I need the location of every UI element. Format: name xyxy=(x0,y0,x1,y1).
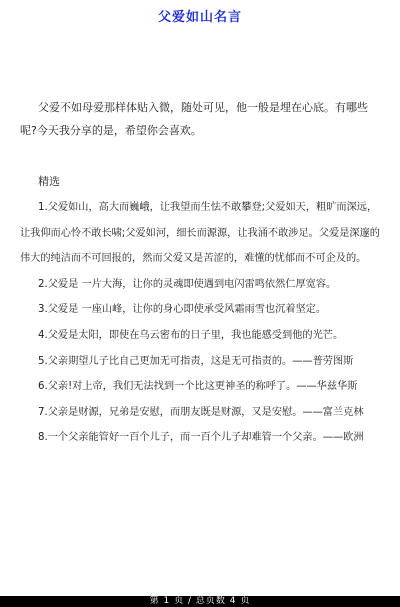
quote-item-6: 6.父亲!对上帝，我们无法找到一个比这更神圣的称呼了。——华兹华斯 xyxy=(38,381,358,393)
quote-item-2: 2.父爱是 一片大海，让你的灵魂即使遇到电闪雷鸣依然仁厚宽容。 xyxy=(38,278,337,290)
intro-paragraph: 父爱不如母爱那样体贴入微，随处可见，他一般是埋在心底。有哪些呢?今天我分享的是，希望你会喜欢。 xyxy=(20,101,368,137)
quote-item-1: 1.父爱如山，高大而巍峨，让我望而生怯不敢攀登;父爱如天，粗旷而深远，让我仰而心怜不敢长啸;父爱如河，细长而源源，让我涌不敢涉足。父爱是深邃的伟大的纯洁而不可回报的，然而父爱又是苦涩的，难懂的忧郁而不可企及的。 xyxy=(20,202,380,265)
document-title: 父爱如山名言 xyxy=(157,10,242,25)
quote-item-5: 5.父亲期望儿子比自己更加无可指责，这是无可指责的。——普劳图斯 xyxy=(38,355,354,367)
quote-list xyxy=(20,195,382,451)
quote-item-7: 7.父亲是财源，兄弟是安慰，而朋友既是财源，又是安慰。——富兰克林 xyxy=(38,406,364,418)
quote-item-8: 8.一个父亲能管好一百个儿子，而一百个儿子却难管一个父亲。——欧洲 xyxy=(38,432,364,444)
page-number-label: 第 1 页 / 总页数 4 页 xyxy=(149,596,251,606)
quote-item-3: 3.父爱是 一座山峰，让你的身心即使承受风霜雨雪也沉着坚定。 xyxy=(38,304,327,316)
section-heading: 精选 xyxy=(38,175,60,188)
page-footer xyxy=(0,596,400,607)
quote-item-4: 4.父爱是太阳，即使在乌云密布的日子里，我也能感受到他的光芒。 xyxy=(38,329,344,341)
